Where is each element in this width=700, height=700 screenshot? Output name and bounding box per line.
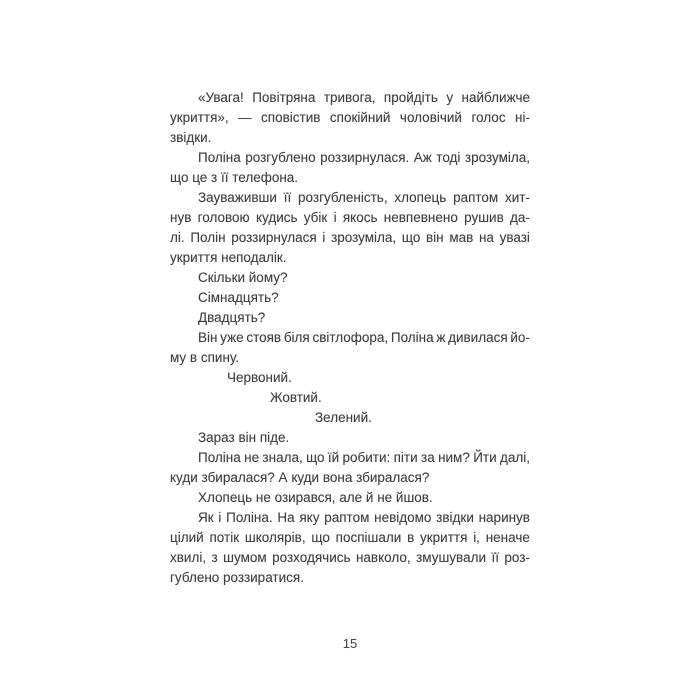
text-line: Сімнадцять? — [198, 290, 279, 305]
text-word: Йти — [473, 450, 497, 465]
text-word: Аж — [413, 150, 432, 165]
text-word: спокійний — [329, 110, 391, 125]
text-word: яку — [299, 510, 320, 525]
text-word: у — [446, 90, 454, 105]
text-word: поспішали — [335, 530, 402, 545]
text-word: за — [421, 450, 435, 465]
text-word: наринув — [478, 510, 530, 525]
text-word: «Увага! — [198, 90, 244, 105]
text-line: куди збиралася? А куди вона збиралася? — [170, 470, 430, 485]
text-word: рушив — [464, 210, 504, 225]
text-word: з — [211, 550, 218, 565]
text-line — [170, 148, 530, 168]
text-word: лі. — [170, 230, 185, 245]
text-word: укриття», — [170, 110, 229, 125]
text-word: змушували — [416, 550, 487, 565]
text-word: піти — [393, 450, 418, 465]
text-word: не — [244, 450, 260, 465]
text-word: роз- — [504, 550, 530, 565]
page-text-block — [170, 88, 530, 588]
text-word: якось — [342, 210, 378, 225]
text-word: далі, — [499, 450, 530, 465]
text-line — [170, 228, 530, 248]
text-line — [170, 328, 530, 348]
text-word: Зауваживши — [198, 190, 277, 205]
text-word: да- — [510, 210, 530, 225]
text-word: їй — [327, 450, 340, 465]
text-word: йо- — [510, 330, 530, 345]
text-word: хлопець — [394, 190, 447, 205]
text-line: Жовтий. — [270, 390, 322, 405]
text-word: Полін — [190, 230, 226, 245]
text-word: уже — [220, 330, 244, 345]
text-word: звідки — [436, 510, 474, 525]
text-word: розгублено — [245, 150, 316, 165]
text-word: шумом — [223, 550, 267, 565]
text-word: що — [401, 230, 421, 245]
text-word: її — [491, 550, 499, 565]
text-line — [170, 188, 530, 208]
text-word: зрозуміла, — [464, 150, 530, 165]
text-word: ні- — [515, 110, 530, 125]
text-word: роззирнулася — [231, 230, 317, 245]
text-word: він — [426, 230, 444, 245]
text-word: укриття — [420, 530, 468, 545]
text-line: Зараз він піде. — [198, 430, 290, 445]
text-word: Поліна — [198, 150, 241, 165]
text-line: Двадцять? — [198, 310, 266, 325]
text-word: найближче — [461, 90, 530, 105]
text-word: її — [283, 190, 292, 205]
text-word: і — [333, 210, 337, 225]
text-line: Червоний. — [227, 370, 292, 385]
text-line: звідки. — [170, 130, 212, 145]
text-word: розходячись — [272, 550, 351, 565]
text-word: стояв — [246, 330, 282, 345]
text-word: робити: — [342, 450, 391, 465]
text-word: тривога, — [323, 90, 376, 105]
text-word: сповістив — [261, 110, 321, 125]
text-word: знала, — [262, 450, 303, 465]
text-word: На — [277, 510, 295, 525]
text-word: неначе — [485, 530, 530, 545]
text-word: нув — [170, 210, 192, 225]
text-word: біля — [283, 330, 310, 345]
text-line: Зелений. — [315, 410, 372, 425]
text-line — [170, 88, 530, 108]
text-word: що — [311, 530, 330, 545]
text-word: раптом — [453, 190, 499, 205]
text-word: Повітряна — [252, 90, 316, 105]
text-word: чоловічий — [399, 110, 462, 125]
text-word: увазі — [499, 230, 530, 245]
text-line: му в спину. — [170, 350, 240, 365]
text-word: хит- — [505, 190, 530, 205]
text-line: Хлопець не озирався, але й не йшов. — [198, 490, 433, 505]
text-line: укриття неподалік. — [170, 250, 287, 265]
text-word: невпевнено — [383, 210, 458, 225]
text-word: і — [218, 510, 222, 525]
text-line — [170, 208, 530, 228]
text-word: Поліна. — [226, 510, 273, 525]
text-word: зрозуміла, — [331, 230, 397, 245]
text-word: Поліна — [198, 450, 241, 465]
text-line — [170, 108, 530, 128]
text-line: що це з її телефона. — [170, 170, 299, 185]
text-line — [170, 448, 530, 468]
text-word: Поліна — [390, 330, 434, 345]
text-word: і — [322, 230, 326, 245]
text-line — [170, 508, 530, 528]
text-word: школярів, — [244, 530, 306, 545]
text-word: розгубленість, — [298, 190, 388, 205]
text-word: світлофора, — [312, 330, 389, 345]
text-word: на — [478, 230, 494, 245]
text-word: раптом — [324, 510, 370, 525]
text-word: цілий — [170, 530, 204, 545]
text-line: гублено роззиратися. — [170, 570, 304, 585]
text-word: Як — [198, 510, 214, 525]
text-word: Він — [198, 330, 218, 345]
text-word: невідомо — [374, 510, 432, 525]
text-word: головою — [197, 210, 250, 225]
text-word: хвилі, — [170, 550, 207, 565]
text-word: роззирнулася. — [320, 150, 410, 165]
text-word: тоді — [436, 150, 461, 165]
text-word: і, — [473, 530, 480, 545]
text-word: що — [306, 450, 325, 465]
text-word: мав — [449, 230, 474, 245]
text-word: — — [238, 110, 252, 125]
text-word: дивилася — [448, 330, 508, 345]
text-word: кудись — [255, 210, 298, 225]
text-word: ж — [436, 330, 446, 345]
page-number: 15 — [342, 636, 358, 651]
text-line: Скільки йому? — [198, 270, 288, 285]
text-word: ним? — [438, 450, 470, 465]
text-word: навколо, — [355, 550, 411, 565]
text-line — [170, 548, 530, 568]
text-word: в — [407, 530, 415, 545]
text-word: потік — [209, 530, 240, 545]
text-word: голос — [471, 110, 506, 125]
text-line — [170, 528, 530, 548]
text-word: пройдіть — [383, 90, 438, 105]
text-word: убік — [303, 210, 328, 225]
